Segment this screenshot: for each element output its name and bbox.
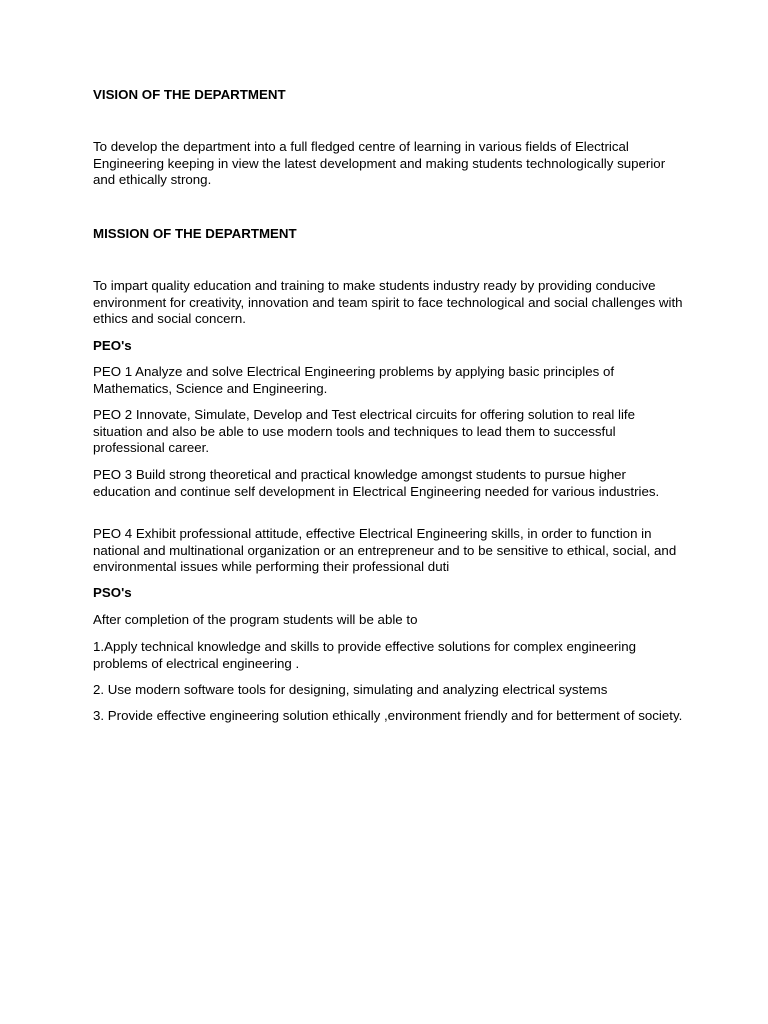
- peo-item-1: PEO 1 Analyze and solve Electrical Engineering problems by applying basic principles of Mathematics, Science and Engineering.: [93, 364, 615, 396]
- psos-heading: PSO's: [93, 585, 132, 600]
- pso-item-1: 1.Apply technical knowledge and skills to provide effective solutions for complex engineering problems of electrical engineering .: [93, 639, 637, 671]
- peos-heading: PEO's: [93, 338, 132, 353]
- peo-item-2: PEO 2 Innovate, Simulate, Develop and Test electrical circuits for offering solution to real life situation and also be able to use modern tools and techniques to lead them to successful professional career.: [93, 407, 636, 456]
- peo-item-4: PEO 4 Exhibit professional attitude, effective Electrical Engineering skills, in order to function in national and multinational organization or an entrepreneur and to be sensitive to ethical, social, and environmental issues while performing their professional duti: [93, 526, 677, 575]
- vision-text: To develop the department into a full fledged centre of learning in various fields of Electrical Engineering keeping in view the latest development and making students technologically superior and ethically strong.: [93, 139, 666, 188]
- pso-item-2: 2. Use modern software tools for designing, simulating and analyzing electrical systems: [93, 682, 608, 697]
- mission-heading: MISSION OF THE DEPARTMENT: [93, 226, 297, 241]
- peo-item-3: PEO 3 Build strong theoretical and practical knowledge amongst students to pursue higher education and continue self development in Electrical Engineering needed for various industries.: [93, 467, 660, 499]
- psos-intro: After completion of the program students will be able to: [93, 612, 418, 627]
- mission-text: To impart quality education and training to make students industry ready by providing conducive environment for creativity, innovation and team spirit to face technological and social challenges with ethics and social concern.: [93, 278, 683, 327]
- vision-heading: VISION OF THE DEPARTMENT: [93, 87, 286, 102]
- pso-item-3: 3. Provide effective engineering solution ethically ,environment friendly and for betterment of society.: [93, 708, 683, 723]
